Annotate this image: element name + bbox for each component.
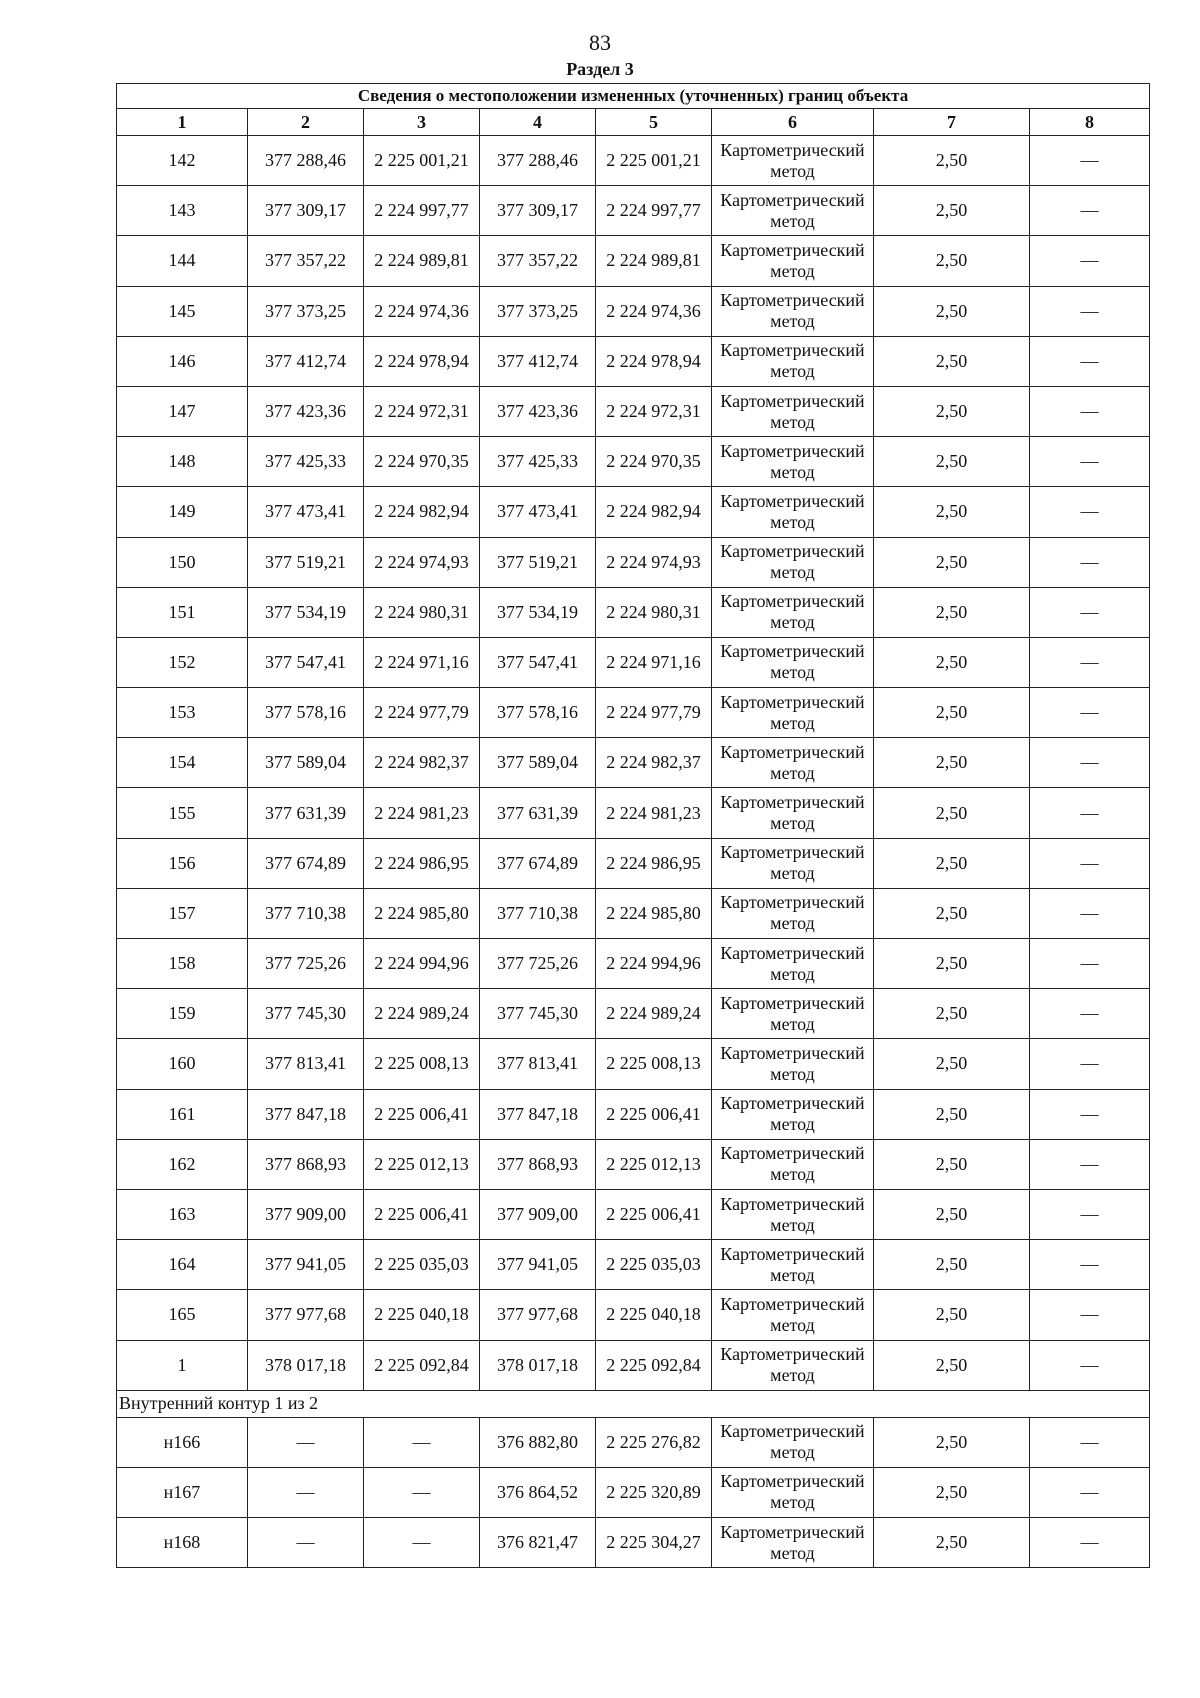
- accuracy-cell: 2,50: [874, 1518, 1030, 1568]
- y-new-cell: 2 224 989,81: [596, 236, 712, 286]
- note-cell: —: [1030, 1290, 1150, 1340]
- y-new-cell: 2 224 981,23: [596, 788, 712, 838]
- y-old-cell: 2 224 980,31: [364, 587, 480, 637]
- y-old-cell: 2 225 008,13: [364, 1039, 480, 1089]
- table-row: [117, 838, 1150, 888]
- x-new-cell: 377 534,19: [480, 587, 596, 637]
- point-cell: н166: [117, 1417, 248, 1467]
- x-new-cell: 377 412,74: [480, 336, 596, 386]
- x-new-cell: 377 710,38: [480, 888, 596, 938]
- note-cell: —: [1030, 637, 1150, 687]
- point-cell: 146: [117, 336, 248, 386]
- point-cell: н168: [117, 1518, 248, 1568]
- x-old-cell: 377 868,93: [248, 1139, 364, 1189]
- y-old-cell: 2 224 982,37: [364, 738, 480, 788]
- y-old-cell: 2 224 972,31: [364, 386, 480, 436]
- y-new-cell: 2 225 001,21: [596, 136, 712, 186]
- accuracy-cell: 2,50: [874, 587, 1030, 637]
- accuracy-cell: 2,50: [874, 688, 1030, 738]
- y-old-cell: —: [364, 1467, 480, 1517]
- x-new-cell: 377 473,41: [480, 487, 596, 537]
- y-new-cell: 2 224 972,31: [596, 386, 712, 436]
- method-cell: Картометрический метод: [712, 1089, 874, 1139]
- y-new-cell: 2 225 304,27: [596, 1518, 712, 1568]
- method-cell: Картометрический метод: [712, 1340, 874, 1390]
- note-cell: —: [1030, 1089, 1150, 1139]
- table-row: [117, 587, 1150, 637]
- x-old-cell: —: [248, 1518, 364, 1568]
- y-old-cell: 2 224 994,96: [364, 939, 480, 989]
- y-new-cell: 2 225 040,18: [596, 1290, 712, 1340]
- note-cell: —: [1030, 136, 1150, 186]
- point-cell: 143: [117, 186, 248, 236]
- column-number-3: 3: [364, 109, 480, 136]
- accuracy-cell: 2,50: [874, 989, 1030, 1039]
- point-cell: 151: [117, 587, 248, 637]
- note-cell: —: [1030, 738, 1150, 788]
- table-row: [117, 989, 1150, 1039]
- point-cell: 150: [117, 537, 248, 587]
- method-cell: Картометрический метод: [712, 1039, 874, 1089]
- accuracy-cell: 2,50: [874, 1089, 1030, 1139]
- method-cell: Картометрический метод: [712, 537, 874, 587]
- page-number: 83: [589, 30, 611, 55]
- note-cell: —: [1030, 1467, 1150, 1517]
- x-new-cell: 377 309,17: [480, 186, 596, 236]
- note-cell: —: [1030, 1189, 1150, 1239]
- x-old-cell: 377 309,17: [248, 186, 364, 236]
- y-new-cell: 2 224 980,31: [596, 587, 712, 637]
- point-cell: 162: [117, 1139, 248, 1189]
- y-old-cell: 2 225 006,41: [364, 1089, 480, 1139]
- table-row: [117, 637, 1150, 687]
- x-new-cell: 377 373,25: [480, 286, 596, 336]
- y-old-cell: 2 224 978,94: [364, 336, 480, 386]
- y-old-cell: —: [364, 1417, 480, 1467]
- table-row: [117, 1340, 1150, 1390]
- table-title: Сведения о местоположении измененных (уточненных) границ объекта: [117, 84, 1150, 109]
- accuracy-cell: 2,50: [874, 1189, 1030, 1239]
- point-cell: 158: [117, 939, 248, 989]
- y-old-cell: 2 225 006,41: [364, 1189, 480, 1239]
- y-new-cell: 2 224 971,16: [596, 637, 712, 687]
- y-new-cell: 2 224 994,96: [596, 939, 712, 989]
- method-cell: Картометрический метод: [712, 487, 874, 537]
- y-new-cell: 2 225 008,13: [596, 1039, 712, 1089]
- x-new-cell: 377 941,05: [480, 1240, 596, 1290]
- method-cell: Картометрический метод: [712, 1290, 874, 1340]
- table-row: [117, 888, 1150, 938]
- method-cell: Картометрический метод: [712, 738, 874, 788]
- note-cell: —: [1030, 688, 1150, 738]
- accuracy-cell: 2,50: [874, 888, 1030, 938]
- point-cell: 145: [117, 286, 248, 336]
- y-old-cell: 2 225 035,03: [364, 1240, 480, 1290]
- table-row: [117, 1417, 1150, 1467]
- x-new-cell: 377 813,41: [480, 1039, 596, 1089]
- column-number-8: 8: [1030, 109, 1150, 136]
- y-old-cell: 2 225 012,13: [364, 1139, 480, 1189]
- x-new-cell: 378 017,18: [480, 1340, 596, 1390]
- method-cell: Картометрический метод: [712, 688, 874, 738]
- x-new-cell: 377 578,16: [480, 688, 596, 738]
- note-cell: —: [1030, 939, 1150, 989]
- note-cell: —: [1030, 1039, 1150, 1089]
- note-cell: —: [1030, 186, 1150, 236]
- x-old-cell: 377 725,26: [248, 939, 364, 989]
- x-old-cell: 377 473,41: [248, 487, 364, 537]
- table-title-row: [117, 84, 1150, 109]
- y-old-cell: 2 224 977,79: [364, 688, 480, 738]
- method-cell: Картометрический метод: [712, 336, 874, 386]
- method-cell: Картометрический метод: [712, 1467, 874, 1517]
- table-row: [117, 186, 1150, 236]
- accuracy-cell: 2,50: [874, 487, 1030, 537]
- table-row: [117, 1240, 1150, 1290]
- method-cell: Картометрический метод: [712, 587, 874, 637]
- x-new-cell: 377 674,89: [480, 838, 596, 888]
- table-row: [117, 788, 1150, 838]
- table-row: [117, 1189, 1150, 1239]
- y-old-cell: 2 224 985,80: [364, 888, 480, 938]
- x-old-cell: 377 674,89: [248, 838, 364, 888]
- table-row: [117, 136, 1150, 186]
- point-cell: 152: [117, 637, 248, 687]
- x-new-cell: 376 882,80: [480, 1417, 596, 1467]
- x-old-cell: 377 547,41: [248, 637, 364, 687]
- column-number-4: 4: [480, 109, 596, 136]
- accuracy-cell: 2,50: [874, 186, 1030, 236]
- accuracy-cell: 2,50: [874, 1039, 1030, 1089]
- y-new-cell: 2 225 012,13: [596, 1139, 712, 1189]
- column-number-6: 6: [712, 109, 874, 136]
- y-old-cell: 2 224 974,36: [364, 286, 480, 336]
- x-new-cell: 377 725,26: [480, 939, 596, 989]
- column-number-row: [117, 109, 1150, 136]
- x-new-cell: 376 864,52: [480, 1467, 596, 1517]
- method-cell: Картометрический метод: [712, 989, 874, 1039]
- table-row: [117, 236, 1150, 286]
- note-cell: —: [1030, 437, 1150, 487]
- x-new-cell: 377 547,41: [480, 637, 596, 687]
- table-row: [117, 1039, 1150, 1089]
- method-cell: Картометрический метод: [712, 1518, 874, 1568]
- y-new-cell: 2 225 006,41: [596, 1189, 712, 1239]
- point-cell: н167: [117, 1467, 248, 1517]
- note-cell: —: [1030, 587, 1150, 637]
- y-old-cell: 2 224 981,23: [364, 788, 480, 838]
- table-row: [117, 1089, 1150, 1139]
- point-cell: 164: [117, 1240, 248, 1290]
- note-cell: —: [1030, 1240, 1150, 1290]
- accuracy-cell: 2,50: [874, 537, 1030, 587]
- note-cell: —: [1030, 838, 1150, 888]
- y-new-cell: 2 224 978,94: [596, 336, 712, 386]
- y-new-cell: 2 225 092,84: [596, 1340, 712, 1390]
- table-row: [117, 1139, 1150, 1189]
- point-cell: 160: [117, 1039, 248, 1089]
- note-cell: —: [1030, 336, 1150, 386]
- x-old-cell: 377 357,22: [248, 236, 364, 286]
- y-new-cell: 2 225 035,03: [596, 1240, 712, 1290]
- y-new-cell: 2 224 997,77: [596, 186, 712, 236]
- table-row: [117, 738, 1150, 788]
- x-old-cell: 377 534,19: [248, 587, 364, 637]
- note-cell: —: [1030, 989, 1150, 1039]
- note-cell: —: [1030, 888, 1150, 938]
- accuracy-cell: 2,50: [874, 136, 1030, 186]
- y-old-cell: 2 225 040,18: [364, 1290, 480, 1340]
- x-new-cell: 377 631,39: [480, 788, 596, 838]
- x-old-cell: 377 813,41: [248, 1039, 364, 1089]
- x-new-cell: 377 357,22: [480, 236, 596, 286]
- accuracy-cell: 2,50: [874, 437, 1030, 487]
- x-new-cell: 377 977,68: [480, 1290, 596, 1340]
- point-cell: 159: [117, 989, 248, 1039]
- y-old-cell: 2 224 997,77: [364, 186, 480, 236]
- method-cell: Картометрический метод: [712, 236, 874, 286]
- point-cell: 148: [117, 437, 248, 487]
- method-cell: Картометрический метод: [712, 939, 874, 989]
- note-cell: —: [1030, 386, 1150, 436]
- note-cell: —: [1030, 1139, 1150, 1189]
- y-new-cell: 2 224 982,94: [596, 487, 712, 537]
- x-old-cell: 378 017,18: [248, 1340, 364, 1390]
- section-title: Раздел 3: [566, 59, 634, 79]
- y-old-cell: 2 224 986,95: [364, 838, 480, 888]
- point-cell: 155: [117, 788, 248, 838]
- point-cell: 142: [117, 136, 248, 186]
- x-new-cell: 377 423,36: [480, 386, 596, 436]
- accuracy-cell: 2,50: [874, 637, 1030, 687]
- method-cell: Картометрический метод: [712, 437, 874, 487]
- accuracy-cell: 2,50: [874, 738, 1030, 788]
- x-new-cell: 377 425,33: [480, 437, 596, 487]
- y-old-cell: 2 225 092,84: [364, 1340, 480, 1390]
- method-cell: Картометрический метод: [712, 1417, 874, 1467]
- y-new-cell: 2 225 276,82: [596, 1417, 712, 1467]
- y-old-cell: 2 224 989,24: [364, 989, 480, 1039]
- note-cell: —: [1030, 537, 1150, 587]
- point-cell: 163: [117, 1189, 248, 1239]
- table-row: [117, 1290, 1150, 1340]
- x-old-cell: 377 941,05: [248, 1240, 364, 1290]
- y-new-cell: 2 224 974,93: [596, 537, 712, 587]
- table-row: [117, 437, 1150, 487]
- y-old-cell: 2 224 970,35: [364, 437, 480, 487]
- y-new-cell: 2 225 006,41: [596, 1089, 712, 1139]
- table-row: [117, 336, 1150, 386]
- point-cell: 147: [117, 386, 248, 436]
- x-old-cell: 377 589,04: [248, 738, 364, 788]
- table-body: [117, 84, 1150, 1568]
- coordinates-table: [116, 83, 1150, 1568]
- method-cell: Картометрический метод: [712, 1189, 874, 1239]
- point-cell: 161: [117, 1089, 248, 1139]
- accuracy-cell: 2,50: [874, 788, 1030, 838]
- method-cell: Картометрический метод: [712, 888, 874, 938]
- x-old-cell: 377 423,36: [248, 386, 364, 436]
- note-cell: —: [1030, 286, 1150, 336]
- x-new-cell: 377 288,46: [480, 136, 596, 186]
- y-new-cell: 2 224 986,95: [596, 838, 712, 888]
- y-old-cell: 2 224 989,81: [364, 236, 480, 286]
- accuracy-cell: 2,50: [874, 1139, 1030, 1189]
- accuracy-cell: 2,50: [874, 336, 1030, 386]
- method-cell: Картометрический метод: [712, 136, 874, 186]
- x-old-cell: 377 288,46: [248, 136, 364, 186]
- note-cell: —: [1030, 788, 1150, 838]
- contour-label-row: [117, 1390, 1150, 1417]
- point-cell: 156: [117, 838, 248, 888]
- y-old-cell: 2 224 982,94: [364, 487, 480, 537]
- method-cell: Картометрический метод: [712, 186, 874, 236]
- table-row: [117, 537, 1150, 587]
- x-new-cell: 377 847,18: [480, 1089, 596, 1139]
- method-cell: Картометрический метод: [712, 838, 874, 888]
- method-cell: Картометрический метод: [712, 1240, 874, 1290]
- y-old-cell: 2 224 971,16: [364, 637, 480, 687]
- method-cell: Картометрический метод: [712, 386, 874, 436]
- y-new-cell: 2 225 320,89: [596, 1467, 712, 1517]
- table-row: [117, 939, 1150, 989]
- x-old-cell: —: [248, 1467, 364, 1517]
- accuracy-cell: 2,50: [874, 1417, 1030, 1467]
- accuracy-cell: 2,50: [874, 236, 1030, 286]
- y-old-cell: —: [364, 1518, 480, 1568]
- method-cell: Картометрический метод: [712, 1139, 874, 1189]
- note-cell: —: [1030, 487, 1150, 537]
- x-old-cell: 377 909,00: [248, 1189, 364, 1239]
- x-new-cell: 377 868,93: [480, 1139, 596, 1189]
- point-cell: 153: [117, 688, 248, 738]
- x-old-cell: 377 631,39: [248, 788, 364, 838]
- x-old-cell: 377 847,18: [248, 1089, 364, 1139]
- accuracy-cell: 2,50: [874, 838, 1030, 888]
- y-old-cell: 2 224 974,93: [364, 537, 480, 587]
- column-number-7: 7: [874, 109, 1030, 136]
- y-new-cell: 2 224 977,79: [596, 688, 712, 738]
- note-cell: —: [1030, 1417, 1150, 1467]
- x-old-cell: 377 519,21: [248, 537, 364, 587]
- point-cell: 154: [117, 738, 248, 788]
- point-cell: 149: [117, 487, 248, 537]
- table-row: [117, 487, 1150, 537]
- note-cell: —: [1030, 236, 1150, 286]
- table-row: [117, 286, 1150, 336]
- x-old-cell: 377 373,25: [248, 286, 364, 336]
- column-number-5: 5: [596, 109, 712, 136]
- point-cell: 165: [117, 1290, 248, 1340]
- note-cell: —: [1030, 1340, 1150, 1390]
- y-new-cell: 2 224 974,36: [596, 286, 712, 336]
- accuracy-cell: 2,50: [874, 386, 1030, 436]
- contour-label: Внутренний контур 1 из 2: [117, 1390, 1150, 1417]
- accuracy-cell: 2,50: [874, 939, 1030, 989]
- point-cell: 1: [117, 1340, 248, 1390]
- y-new-cell: 2 224 989,24: [596, 989, 712, 1039]
- note-cell: —: [1030, 1518, 1150, 1568]
- x-new-cell: 377 519,21: [480, 537, 596, 587]
- x-old-cell: 377 710,38: [248, 888, 364, 938]
- table-row: [117, 1518, 1150, 1568]
- table-row: [117, 688, 1150, 738]
- y-old-cell: 2 225 001,21: [364, 136, 480, 186]
- x-old-cell: 377 412,74: [248, 336, 364, 386]
- accuracy-cell: 2,50: [874, 1467, 1030, 1517]
- x-old-cell: 377 425,33: [248, 437, 364, 487]
- method-cell: Картометрический метод: [712, 788, 874, 838]
- x-old-cell: 377 745,30: [248, 989, 364, 1039]
- x-old-cell: 377 977,68: [248, 1290, 364, 1340]
- point-cell: 144: [117, 236, 248, 286]
- column-number-1: 1: [117, 109, 248, 136]
- x-new-cell: 377 909,00: [480, 1189, 596, 1239]
- accuracy-cell: 2,50: [874, 1340, 1030, 1390]
- accuracy-cell: 2,50: [874, 1290, 1030, 1340]
- x-new-cell: 377 745,30: [480, 989, 596, 1039]
- table-row: [117, 1467, 1150, 1517]
- x-old-cell: —: [248, 1417, 364, 1467]
- x-old-cell: 377 578,16: [248, 688, 364, 738]
- x-new-cell: 377 589,04: [480, 738, 596, 788]
- y-new-cell: 2 224 982,37: [596, 738, 712, 788]
- y-new-cell: 2 224 970,35: [596, 437, 712, 487]
- column-number-2: 2: [248, 109, 364, 136]
- accuracy-cell: 2,50: [874, 1240, 1030, 1290]
- table-row: [117, 386, 1150, 436]
- point-cell: 157: [117, 888, 248, 938]
- accuracy-cell: 2,50: [874, 286, 1030, 336]
- x-new-cell: 376 821,47: [480, 1518, 596, 1568]
- method-cell: Картометрический метод: [712, 286, 874, 336]
- y-new-cell: 2 224 985,80: [596, 888, 712, 938]
- method-cell: Картометрический метод: [712, 637, 874, 687]
